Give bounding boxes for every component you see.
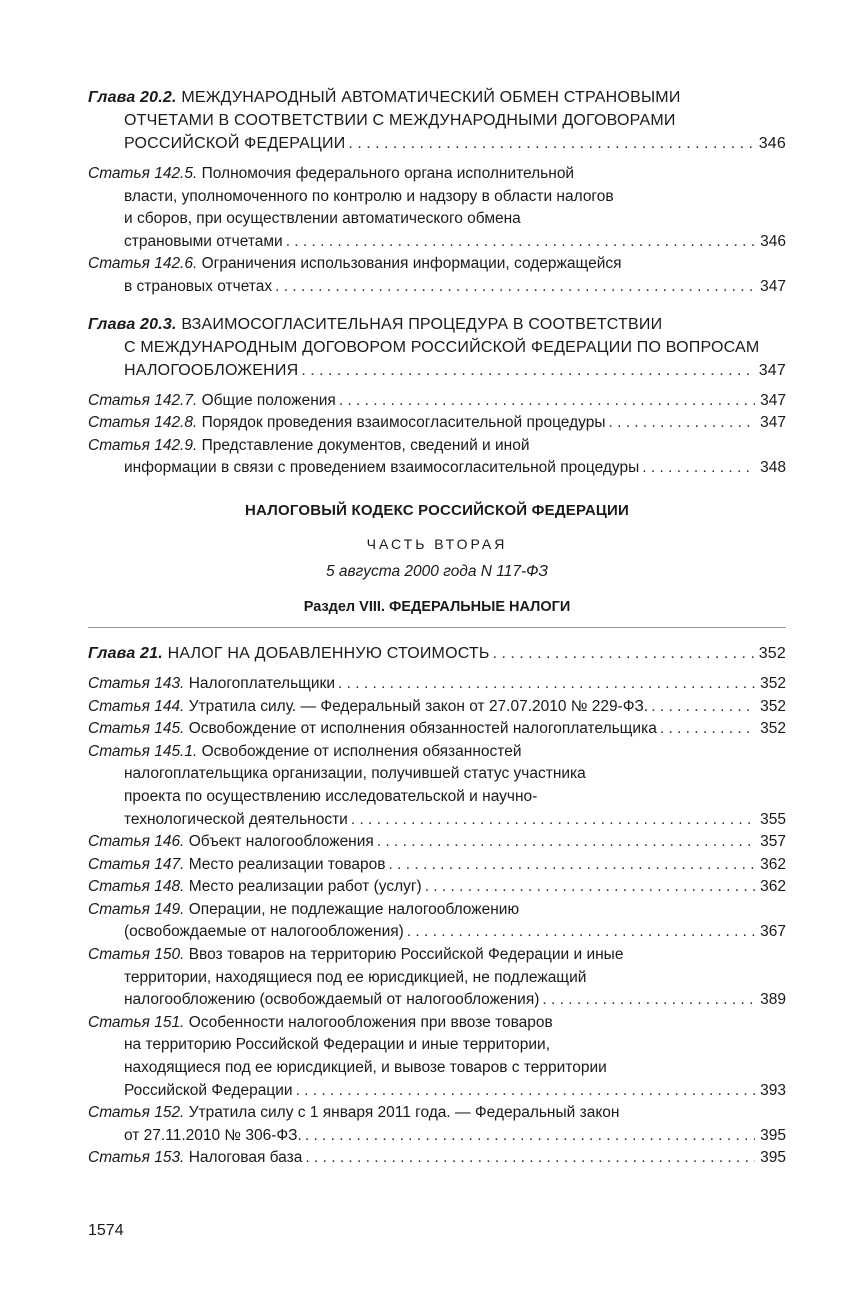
article-label: Статья 142.6.: [88, 255, 198, 273]
article-title-line: Налогоплательщики: [188, 674, 335, 692]
toc-article-146: [88, 831, 786, 854]
dot-leader: [377, 831, 755, 854]
dot-leader: [425, 876, 755, 899]
toc-article-148: [88, 876, 786, 899]
article-title-line: от 27.11.2010 № 306-ФЗ.: [124, 1126, 302, 1144]
toc-article-142-6: [88, 253, 786, 298]
article-title-line: и сборов, при осуществлении автоматического обмена: [124, 210, 521, 228]
dot-leader: [301, 359, 753, 382]
page-number: 346: [758, 135, 786, 152]
article-title-line: Утратила силу с 1 января 2011 года. — Федеральный закон: [188, 1104, 620, 1122]
page-number: 355: [760, 810, 786, 828]
article-label: Статья 150.: [88, 946, 185, 964]
page-number: 367: [760, 923, 786, 941]
page-number: 395: [760, 1149, 786, 1167]
article-title-line: Объект налогообложения: [188, 833, 374, 851]
toc-article-149: [88, 899, 786, 944]
dot-leader: [642, 457, 755, 480]
article-label: Статья 142.5.: [88, 165, 198, 182]
toc-chapter-20-3: [88, 313, 786, 382]
toc-article-143: [88, 673, 786, 696]
chapter-title-line: НАЛОГ НА ДОБАВЛЕННУЮ СТОИМОСТЬ: [167, 644, 490, 662]
article-label: Статья 143.: [88, 674, 185, 692]
article-title-line: Ввоз товаров на территорию Российской Федерации и иные: [188, 946, 624, 964]
page-number: 352: [760, 674, 786, 692]
article-label: Статья 151.: [88, 1013, 185, 1031]
article-title-line: Порядок проведения взаимосогласительной процедуры: [201, 414, 606, 432]
toc-article-150: [88, 944, 786, 1012]
toc-article-142-5: [88, 163, 786, 253]
article-title-line: на территорию Российской Федерации и иные территории,: [124, 1036, 551, 1054]
article-title-line: (освобождаемые от налогообложения): [124, 923, 404, 941]
dot-leader: [651, 696, 755, 719]
chapter-title-line: ОТЧЕТАМИ В СООТВЕТСТВИИ С МЕЖДУНАРОДНЫМИ ДОГОВОРАМИ: [124, 112, 676, 129]
article-title-line: Освобождение от исполнения обязанностей: [201, 742, 522, 760]
article-title-line: Российской Федерации: [124, 1081, 293, 1099]
article-title-line: находящиеся под ее юрисдикцией, и вывозе товаров с территории: [124, 1059, 607, 1077]
article-title-line: Место реализации товаров: [188, 855, 386, 873]
chapter-title-line: МЕЖДУНАРОДНЫЙ АВТОМАТИЧЕСКИЙ ОБМЕН СТРАНОВЫМИ: [181, 89, 681, 106]
article-label: Статья 145.1.: [88, 742, 198, 760]
article-title-line: информации в связи с проведением взаимосогласительной процедуры: [124, 459, 640, 477]
article-label: Статья 142.7.: [88, 391, 198, 409]
toc-article-142-8: [88, 412, 786, 435]
toc-article-152: [88, 1102, 786, 1147]
dot-leader: [339, 390, 755, 413]
article-title-line: Место реализации работ (услуг): [188, 878, 422, 896]
page-number: 352: [760, 720, 786, 738]
dot-leader: [660, 718, 755, 741]
article-title-line: налогоплательщика организации, получившей статус участника: [124, 765, 586, 783]
page-number: 348: [760, 459, 786, 477]
page-number: 362: [760, 855, 786, 873]
article-title-line: Утратила силу. — Федеральный закон от 27.07.2010 № 229-ФЗ.: [188, 697, 649, 715]
article-title-line: власти, уполномоченного по контролю и надзору в области налогов: [124, 187, 614, 205]
article-label: Статья 146.: [88, 833, 185, 851]
dot-leader: [305, 1147, 755, 1170]
dot-leader: [275, 276, 755, 299]
article-label: Статья 153.: [88, 1149, 185, 1167]
page-number: 395: [760, 1126, 786, 1144]
page-number: 357: [760, 833, 786, 851]
dot-leader: [338, 673, 755, 696]
page-number: 347: [758, 361, 786, 379]
article-label: Статья 142.8.: [88, 414, 198, 432]
article-label: Статья 145.: [88, 720, 185, 738]
article-label: Статья 144.: [88, 697, 185, 715]
table-of-contents: [88, 86, 786, 1170]
dot-leader: [351, 809, 755, 832]
article-title-line: Налоговая база: [188, 1149, 303, 1167]
toc-article-142-7: [88, 390, 786, 413]
chapter-label: Глава 20.2.: [88, 89, 177, 106]
article-title-line: Полномочия федерального органа исполнительной: [201, 165, 575, 182]
article-title-line: территории, находящиеся под ее юрисдикцией, не подлежащий: [124, 968, 587, 986]
dot-leader: [286, 231, 755, 254]
dot-leader: [296, 1080, 756, 1103]
page-number: 352: [760, 697, 786, 715]
page-number: 352: [758, 644, 786, 662]
toc-article-142-9: [88, 435, 786, 480]
law-date: 5 августа 2000 года N 117-ФЗ: [325, 562, 549, 580]
article-label: Статья 142.9.: [88, 436, 198, 454]
dot-leader: [389, 854, 756, 877]
article-title-line: проекта по осуществлению исследовательской и научно-: [124, 787, 538, 805]
chapter-label: Глава 20.3.: [88, 315, 177, 333]
page-number: 347: [760, 391, 786, 409]
chapter-title-line: ВЗАИМОСОГЛАСИТЕЛЬНАЯ ПРОЦЕДУРА В СООТВЕТСТВИИ: [181, 315, 663, 333]
article-title-line: в страновых отчетах: [124, 277, 273, 295]
chapter-title-line: С МЕЖДУНАРОДНЫМ ДОГОВОРОМ РОССИЙСКОЙ ФЕДЕРАЦИИ ПО ВОПРОСАМ: [124, 338, 760, 356]
article-title-line: Операции, не подлежащие налогообложению: [188, 900, 520, 918]
chapter-title-line: РОССИЙСКОЙ ФЕДЕРАЦИИ: [124, 135, 346, 152]
chapter-label: Глава 21.: [88, 644, 163, 662]
code-title: НАЛОГОВЫЙ КОДЕКС РОССИЙСКОЙ ФЕДЕРАЦИИ: [245, 501, 629, 519]
page-number: 389: [760, 991, 786, 1009]
article-title-line: налогообложению (освобождаемый от налогообложения): [124, 991, 540, 1009]
toc-chapter-21: [88, 642, 786, 665]
dot-leader: [407, 921, 755, 944]
toc-chapter-20-2: [88, 86, 786, 155]
toc-article-144: [88, 696, 786, 719]
toc-article-145-1: [88, 741, 786, 831]
dot-leader: [348, 132, 753, 155]
article-title-line: Особенности налогообложения при ввозе товаров: [188, 1013, 553, 1031]
dot-leader: [608, 412, 755, 435]
page-number: 346: [760, 232, 786, 250]
section-title: Раздел VIII. ФЕДЕРАЛЬНЫЕ НАЛОГИ: [303, 598, 571, 615]
article-label: Статья 149.: [88, 900, 185, 918]
part-title: ЧАСТЬ ВТОРАЯ: [366, 535, 508, 552]
article-title-line: технологической деятельности: [124, 810, 348, 828]
page-number: 347: [760, 277, 786, 295]
chapter-title-line: НАЛОГООБЛОЖЕНИЯ: [124, 361, 299, 379]
article-title-line: Ограничения использования информации, содержащейся: [201, 255, 622, 273]
article-title-line: Общие положения: [201, 391, 336, 409]
article-label: Статья 152.: [88, 1104, 185, 1122]
page-number: 362: [760, 878, 786, 896]
article-title-line: страновыми отчетами: [124, 232, 283, 250]
toc-article-145: [88, 718, 786, 741]
page-number: 393: [760, 1081, 786, 1099]
toc-article-151: [88, 1012, 786, 1102]
dot-leader: [493, 642, 754, 665]
article-title-line: Освобождение от исполнения обязанностей налогоплательщика: [188, 720, 657, 738]
toc-article-153: [88, 1147, 786, 1170]
page-number: 347: [760, 414, 786, 432]
page-folio: 1574: [88, 1222, 124, 1239]
dot-leader: [305, 1125, 755, 1148]
article-title-line: Представление документов, сведений и иной: [201, 436, 530, 454]
toc-article-147: [88, 854, 786, 877]
article-label: Статья 148.: [88, 878, 185, 896]
article-label: Статья 147.: [88, 855, 185, 873]
dot-leader: [542, 989, 755, 1012]
